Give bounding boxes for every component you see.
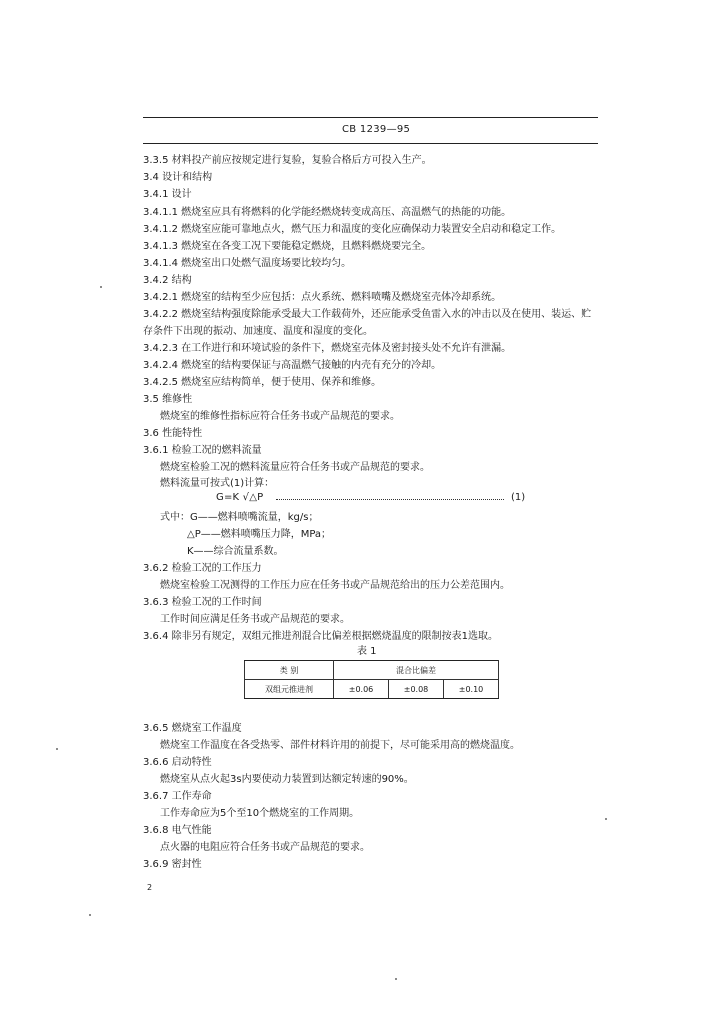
heading-3-6-5: 3.6.5 燃烧室工作温度 bbox=[143, 723, 242, 734]
clause-3-4-2-1: 3.4.2.1 燃烧室的结构至少应包括：点火系统、燃料喷嘴及燃烧室壳体冷却系统。 bbox=[143, 292, 502, 303]
clause-3-4-1-4: 3.4.1.4 燃烧室出口处燃气温度场要比较均匀。 bbox=[143, 258, 352, 269]
clause-3-6-7-text: 工作寿命应为5个至10个燃烧室的工作周期。 bbox=[160, 808, 360, 819]
clause-3-4-1-1: 3.4.1.1 燃烧室应具有将燃料的化学能经燃烧转变成高压、高温燃气的热能的功能。 bbox=[143, 207, 512, 218]
heading-3-6: 3.6 性能特性 bbox=[143, 428, 203, 439]
scan-speck bbox=[56, 748, 58, 750]
heading-3-6-3: 3.6.3 检验工况的工作时间 bbox=[143, 597, 262, 608]
clause-3-4-2-5: 3.4.2.5 燃烧室应结构简单，便于使用、保养和维修。 bbox=[143, 377, 382, 388]
top-rule-upper bbox=[143, 117, 598, 118]
clause-3-4-1-2: 3.4.1.2 燃烧室应能可靠地点火，燃气压力和温度的变化应确保动力装置安全启动和稳定工作。 bbox=[143, 224, 562, 235]
formula-where-g: 式中：G——燃料喷嘴流量，kg/s； bbox=[160, 512, 319, 523]
top-rule-lower bbox=[143, 143, 598, 144]
heading-3-4-2: 3.4.2 结构 bbox=[143, 275, 192, 286]
heading-3-6-2: 3.6.2 检验工况的工作压力 bbox=[143, 563, 262, 574]
clause-3-6-6-text: 燃烧室从点火起3s内要使动力装置到达额定转速的90%。 bbox=[160, 774, 414, 785]
clause-3-4-1-3: 3.4.1.3 燃烧室在各变工况下要能稳定燃烧，且燃料燃烧要完全。 bbox=[143, 241, 432, 252]
scan-speck bbox=[89, 914, 91, 916]
clause-3-6-1-text: 燃烧室检验工况的燃料流量应符合任务书或产品规范的要求。 bbox=[160, 462, 430, 473]
page-number: 2 bbox=[147, 883, 153, 892]
table-header-row bbox=[245, 661, 499, 680]
table-row bbox=[245, 680, 499, 699]
clause-3-6-4: 3.6.4 除非另有规定，双组元推进剂混合比偏差根据燃烧温度的限制按表1选取。 bbox=[143, 631, 498, 642]
scan-speck bbox=[395, 978, 397, 980]
clause-3-6-3-text: 工作时间应满足任务书或产品规范的要求。 bbox=[160, 614, 350, 625]
clause-3-6-8-text: 点火器的电阻应符合任务书或产品规范的要求。 bbox=[160, 842, 370, 853]
standard-number: CB 1239—95 bbox=[342, 124, 411, 135]
table-cell: ±0.08 bbox=[389, 680, 444, 699]
formula-intro: 燃料流量可按式(1)计算： bbox=[160, 478, 275, 489]
heading-3-6-8: 3.6.8 电气性能 bbox=[143, 825, 212, 836]
clause-3-3-5: 3.3.5 材料投产前应按规定进行复验，复验合格后方可投入生产。 bbox=[143, 155, 432, 166]
table-row-label: 双组元推进剂 bbox=[245, 680, 334, 699]
scan-speck bbox=[100, 286, 102, 288]
formula-leader-dots bbox=[276, 499, 504, 500]
table-header-deviation: 混合比偏差 bbox=[334, 661, 499, 680]
heading-3-6-6: 3.6.6 启动特性 bbox=[143, 757, 212, 768]
clause-3-4-2-4: 3.4.2.4 燃烧室的结构要保证与高温燃气接触的内壳有充分的冷却。 bbox=[143, 360, 442, 371]
formula-number: (1) bbox=[511, 492, 526, 503]
scan-speck bbox=[605, 818, 607, 820]
heading-3-6-1: 3.6.1 检验工况的燃料流量 bbox=[143, 445, 262, 456]
clause-3-6-2-text: 燃烧室检验工况测得的工作压力应在任务书或产品规范给出的压力公差范围内。 bbox=[160, 580, 510, 591]
heading-3-6-9: 3.6.9 密封性 bbox=[143, 859, 202, 870]
mixture-ratio-table bbox=[244, 660, 499, 699]
heading-3-4-1: 3.4.1 设计 bbox=[143, 189, 192, 200]
clause-3-5-text: 燃烧室的维修性指标应符合任务书或产品规范的要求。 bbox=[160, 411, 400, 422]
heading-3-6-7: 3.6.7 工作寿命 bbox=[143, 791, 212, 802]
table-header-category: 类 别 bbox=[245, 661, 334, 680]
formula-where-p: △P——燃料喷嘴压力降，MPa； bbox=[187, 529, 332, 540]
clause-3-4-2-3: 3.4.2.3 在工作进行和环境试验的条件下，燃烧室壳体及密封接头处不允许有泄漏。 bbox=[143, 343, 512, 354]
formula-where-k: K——综合流量系数。 bbox=[187, 546, 284, 557]
table-caption: 表 1 bbox=[357, 646, 377, 657]
table-cell: ±0.06 bbox=[334, 680, 389, 699]
clause-3-4-2-2-cont: 存条件下出现的振动、加速度、温度和湿度的变化。 bbox=[143, 326, 373, 337]
clause-3-6-5-text: 燃烧室工作温度在各受热零、部件材料许用的前提下，尽可能采用高的燃烧温度。 bbox=[160, 740, 520, 751]
table-cell: ±0.10 bbox=[444, 680, 499, 699]
heading-3-5: 3.5 维修性 bbox=[143, 394, 193, 405]
heading-3-4: 3.4 设计和结构 bbox=[143, 172, 213, 183]
clause-3-4-2-2: 3.4.2.2 燃烧室结构强度除能承受最大工作载荷外，还应能承受鱼雷入水的冲击以及在使用、装运、贮 bbox=[143, 309, 592, 320]
formula-equation: G=K √△P bbox=[216, 492, 264, 503]
